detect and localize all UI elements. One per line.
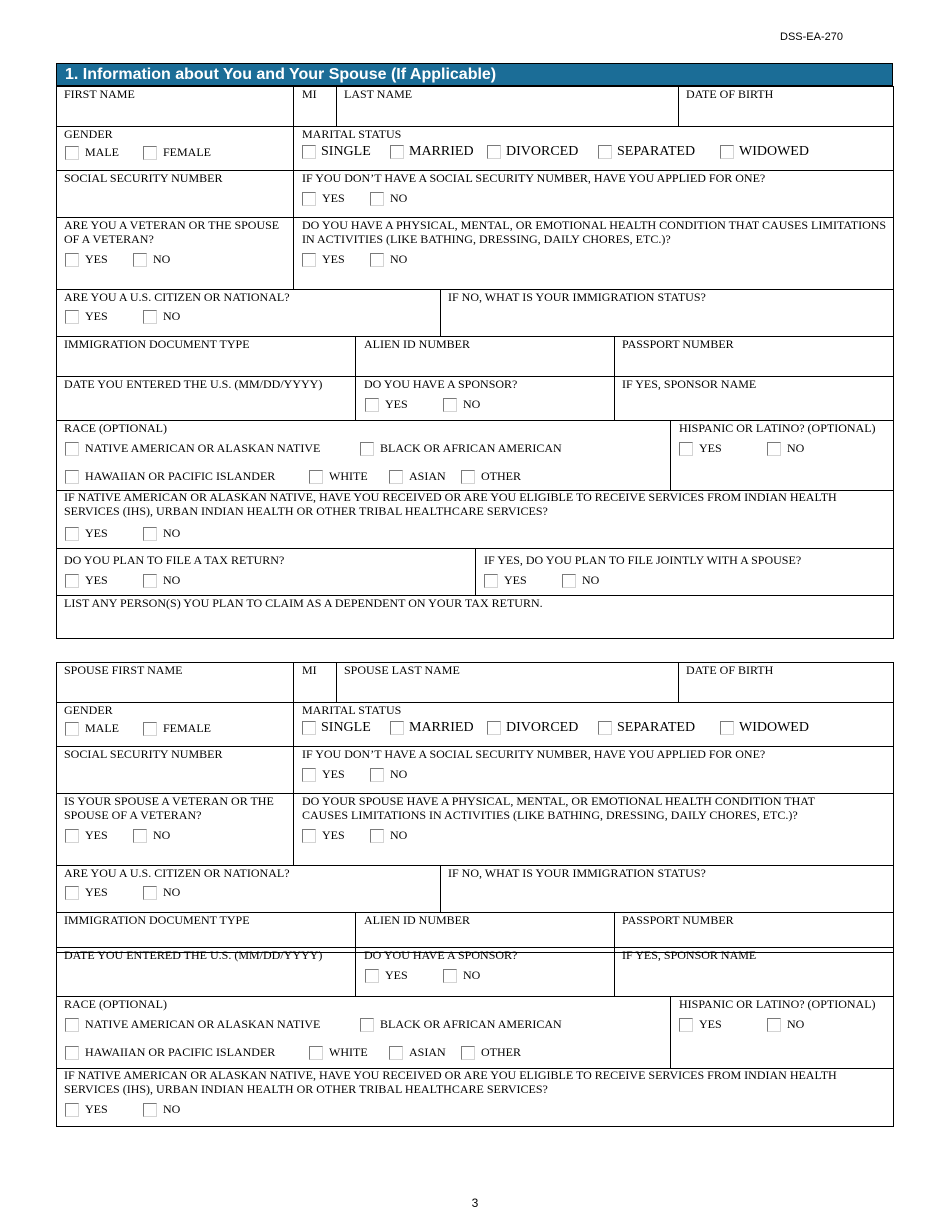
applicant-health-yes[interactable] (302, 252, 345, 267)
checkbox[interactable] (65, 253, 79, 267)
spouse-race-other[interactable] (461, 1045, 521, 1060)
checkbox[interactable] (720, 721, 734, 735)
checkbox[interactable] (302, 145, 316, 159)
option-label: SINGLE (321, 720, 371, 735)
applicant-tax-return-label: DO YOU PLAN TO FILE A TAX RETURN? (64, 553, 285, 567)
option-label: MARRIED (409, 144, 474, 159)
applicant-race-hawaiian[interactable] (65, 469, 275, 484)
checkbox[interactable] (309, 1046, 323, 1060)
option-label: SINGLE (321, 144, 371, 159)
applicant-mi-label: MI (302, 87, 317, 101)
checkbox[interactable] (487, 145, 501, 159)
spouse-race-white[interactable] (309, 1045, 368, 1060)
option-label: BLACK OR AFRICAN AMERICAN (380, 1017, 562, 1031)
option-label: WHITE (329, 1045, 368, 1059)
applicant-sponsor-label: DO YOU HAVE A SPONSOR? (364, 377, 518, 391)
applicant-marital-widowed[interactable] (720, 144, 809, 160)
spouse-gender-female[interactable] (143, 721, 211, 736)
applicant-ssn-applied-no[interactable] (370, 191, 407, 206)
checkbox[interactable] (443, 969, 457, 983)
option-label: WHITE (329, 469, 368, 483)
checkbox[interactable] (65, 886, 79, 900)
applicant-race-black[interactable] (360, 441, 562, 456)
option-label: YES (699, 441, 722, 455)
option-label: ASIAN (409, 1045, 446, 1059)
option-label: FEMALE (163, 721, 211, 735)
checkbox[interactable] (461, 1046, 475, 1060)
applicant-race-label: RACE (OPTIONAL) (64, 421, 167, 435)
checkbox[interactable] (143, 1103, 157, 1117)
option-label: NO (153, 252, 171, 266)
spouse-sponsor-name-label: IF YES, SPONSOR NAME (622, 948, 757, 962)
spouse-citizen-yes[interactable] (65, 885, 108, 900)
applicant-race-asian[interactable] (389, 469, 446, 484)
checkbox[interactable] (143, 722, 157, 736)
applicant-gender-label: GENDER (64, 127, 113, 141)
spouse-health-yes[interactable] (302, 828, 345, 843)
option-label: YES (85, 828, 108, 842)
option-label: OTHER (481, 1045, 521, 1059)
checkbox[interactable] (679, 442, 693, 456)
option-label: YES (85, 252, 108, 266)
option-label: DIVORCED (506, 144, 579, 159)
option-label: MALE (85, 145, 119, 159)
option-label: NO (463, 968, 481, 982)
checkbox[interactable] (370, 192, 384, 206)
option-label: YES (85, 309, 108, 323)
option-label: YES (322, 767, 345, 781)
checkbox[interactable] (133, 829, 147, 843)
applicant-file-jointly-yes[interactable] (484, 573, 527, 588)
applicant-citizen-no[interactable] (143, 309, 180, 324)
checkbox[interactable] (65, 574, 79, 588)
checkbox[interactable] (65, 470, 79, 484)
checkbox[interactable] (65, 146, 79, 160)
option-label: FEMALE (163, 145, 211, 159)
option-label: NO (163, 526, 181, 540)
applicant-gender-male[interactable] (65, 145, 119, 160)
applicant-race-native-american[interactable] (65, 441, 320, 456)
checkbox[interactable] (65, 829, 79, 843)
option-label: WIDOWED (739, 144, 809, 159)
form-code: DSS-EA-270 (780, 31, 843, 43)
option-label: NO (153, 828, 171, 842)
spouse-ssn-label: SOCIAL SECURITY NUMBER (64, 747, 223, 761)
option-label: NO (390, 191, 408, 205)
spouse-last-name-label: SPOUSE LAST NAME (344, 663, 460, 677)
option-label: WIDOWED (739, 720, 809, 735)
applicant-ihs-label: IF NATIVE AMERICAN OR ALASKAN NATIVE, HAVE YOU RECEIVED OR ARE YOU ELIGIBLE TO RECEIVE SERVICES FROM INDIAN HEALTH SERVICES (IHS), URBAN INDIAN HEALTH OR OTHER TRIBAL HEALTHCARE SERVICES? (64, 490, 837, 518)
applicant-tax-return-yes[interactable] (65, 573, 108, 588)
checkbox[interactable] (370, 768, 384, 782)
applicant-tax-return-no[interactable] (143, 573, 180, 588)
checkbox[interactable] (487, 721, 501, 735)
checkbox[interactable] (360, 442, 374, 456)
applicant-alien-id-label: ALIEN ID NUMBER (364, 337, 470, 351)
applicant-dob-label: DATE OF BIRTH (686, 87, 774, 101)
checkbox[interactable] (309, 470, 323, 484)
spouse-health-label: DO YOUR SPOUSE HAVE A PHYSICAL, MENTAL, OR EMOTIONAL HEALTH CONDITION THAT CAUSES LIMITATIONS IN ACTIVITIES (LIKE BATHING, DRESSING, DAILY CHORES, ETC.)? (302, 794, 815, 822)
checkbox[interactable] (598, 145, 612, 159)
option-label: YES (385, 397, 408, 411)
spouse-veteran-no[interactable] (133, 828, 170, 843)
applicant-marital-divorced[interactable] (487, 144, 578, 160)
applicant-file-jointly-label: IF YES, DO YOU PLAN TO FILE JOINTLY WITH A SPOUSE? (484, 553, 802, 567)
option-label: NO (787, 1017, 805, 1031)
applicant-dependents-label: LIST ANY PERSON(S) YOU PLAN TO CLAIM AS A DEPENDENT ON YOUR TAX RETURN. (64, 596, 543, 610)
spouse-race-native-american[interactable] (65, 1017, 320, 1032)
applicant-sponsor-name-label: IF YES, SPONSOR NAME (622, 377, 757, 391)
option-label: ASIAN (409, 469, 446, 483)
checkbox[interactable] (65, 1046, 79, 1060)
checkbox[interactable] (302, 253, 316, 267)
applicant-ssn-applied-yes[interactable] (302, 191, 345, 206)
spouse-citizen-no[interactable] (143, 885, 180, 900)
checkbox[interactable] (389, 1046, 403, 1060)
checkbox[interactable] (143, 527, 157, 541)
applicant-last-name-label: LAST NAME (344, 87, 413, 101)
checkbox[interactable] (390, 145, 404, 159)
applicant-marital-label: MARITAL STATUS (302, 127, 402, 141)
spouse-sponsor-yes[interactable] (365, 968, 408, 983)
applicant-marital-single[interactable] (302, 144, 371, 160)
applicant-citizen-yes[interactable] (65, 309, 108, 324)
checkbox[interactable] (143, 886, 157, 900)
spouse-ssn-applied-label: IF YOU DON’T HAVE A SOCIAL SECURITY NUMBER, HAVE YOU APPLIED FOR ONE? (302, 747, 766, 761)
checkbox[interactable] (65, 1018, 79, 1032)
applicant-immigration-status-label: IF NO, WHAT IS YOUR IMMIGRATION STATUS? (448, 290, 706, 304)
option-label: NO (390, 252, 408, 266)
applicant-file-jointly-no[interactable] (562, 573, 599, 588)
spouse-gender-label: GENDER (64, 703, 113, 717)
option-label: YES (322, 252, 345, 266)
applicant-marital-separated[interactable] (598, 144, 695, 160)
applicant-date-entered-label: DATE YOU ENTERED THE U.S. (MM/DD/YYYY) (64, 377, 323, 391)
applicant-ssn-label: SOCIAL SECURITY NUMBER (64, 171, 223, 185)
option-label: NO (390, 828, 408, 842)
section-title: 1. Information about You and Your Spouse (If Applicable) (56, 63, 893, 86)
option-label: HAWAIIAN OR PACIFIC ISLANDER (85, 469, 276, 483)
spouse-first-name-label: SPOUSE FIRST NAME (64, 663, 183, 677)
applicant-race-other[interactable] (461, 469, 521, 484)
applicant-veteran-label: ARE YOU A VETERAN OR THE SPOUSE OF A VETERAN? (64, 218, 280, 246)
checkbox[interactable] (598, 721, 612, 735)
spouse-marital-married[interactable] (390, 720, 474, 736)
checkbox[interactable] (302, 768, 316, 782)
option-label: NO (582, 573, 600, 587)
checkbox[interactable] (389, 470, 403, 484)
spouse-race-black[interactable] (360, 1017, 562, 1032)
checkbox[interactable] (143, 574, 157, 588)
spouse-marital-widowed[interactable] (720, 720, 809, 736)
checkbox[interactable] (143, 146, 157, 160)
option-label: YES (322, 828, 345, 842)
applicant-hispanic-label: HISPANIC OR LATINO? (OPTIONAL) (679, 421, 876, 435)
applicant-veteran-yes[interactable] (65, 252, 108, 267)
applicant-veteran-no[interactable] (133, 252, 170, 267)
applicant-ihs-yes[interactable] (65, 526, 108, 541)
checkbox[interactable] (65, 722, 79, 736)
checkbox[interactable] (143, 310, 157, 324)
applicant-marital-married[interactable] (390, 144, 474, 160)
spouse-hispanic-label: HISPANIC OR LATINO? (OPTIONAL) (679, 997, 876, 1011)
checkbox[interactable] (484, 574, 498, 588)
option-label: MARRIED (409, 720, 474, 735)
checkbox[interactable] (133, 253, 147, 267)
applicant-hispanic-yes[interactable] (679, 441, 722, 456)
spouse-marital-separated[interactable] (598, 720, 695, 736)
spouse-citizen-label: ARE YOU A U.S. CITIZEN OR NATIONAL? (64, 866, 290, 880)
applicant-passport-label: PASSPORT NUMBER (622, 337, 734, 351)
applicant-health-no[interactable] (370, 252, 407, 267)
spouse-ssn-applied-no[interactable] (370, 767, 407, 782)
option-label: NO (163, 309, 181, 323)
option-label: YES (85, 885, 108, 899)
checkbox[interactable] (302, 829, 316, 843)
checkbox[interactable] (365, 398, 379, 412)
checkbox[interactable] (370, 253, 384, 267)
option-label: MALE (85, 721, 119, 735)
option-label: DIVORCED (506, 720, 579, 735)
spouse-immigration-status-label: IF NO, WHAT IS YOUR IMMIGRATION STATUS? (448, 866, 706, 880)
option-label: NO (463, 397, 481, 411)
checkbox[interactable] (302, 192, 316, 206)
option-label: NO (163, 1102, 181, 1116)
checkbox[interactable] (767, 442, 781, 456)
option-label: YES (85, 573, 108, 587)
spouse-alien-id-label: ALIEN ID NUMBER (364, 913, 470, 927)
checkbox[interactable] (365, 969, 379, 983)
option-label: SEPARATED (617, 144, 696, 159)
spouse-ssn-applied-yes[interactable] (302, 767, 345, 782)
option-label: YES (85, 526, 108, 540)
applicant-health-label: DO YOU HAVE A PHYSICAL, MENTAL, OR EMOTIONAL HEALTH CONDITION THAT CAUSES LIMITATIONS IN ACTIVITIES (LIKE BATHING, DRESSING, DAILY CHORES, ETC.)? (302, 218, 887, 246)
spouse-veteran-yes[interactable] (65, 828, 108, 843)
applicant-gender-female[interactable] (143, 145, 211, 160)
spouse-race-hawaiian[interactable] (65, 1045, 275, 1060)
applicant-citizen-label: ARE YOU A U.S. CITIZEN OR NATIONAL? (64, 290, 290, 304)
option-label: NATIVE AMERICAN OR ALASKAN NATIVE (85, 1017, 321, 1031)
checkbox[interactable] (443, 398, 457, 412)
checkbox[interactable] (65, 1103, 79, 1117)
checkbox[interactable] (767, 1018, 781, 1032)
option-label: NO (163, 573, 181, 587)
checkbox[interactable] (679, 1018, 693, 1032)
spouse-sponsor-no[interactable] (443, 968, 480, 983)
applicant-sponsor-no[interactable] (443, 397, 480, 412)
spouse-health-no[interactable] (370, 828, 407, 843)
checkbox[interactable] (461, 470, 475, 484)
applicant-ssn-applied-label: IF YOU DON’T HAVE A SOCIAL SECURITY NUMBER, HAVE YOU APPLIED FOR ONE? (302, 171, 766, 185)
spouse-gender-male[interactable] (65, 721, 119, 736)
option-label: YES (385, 968, 408, 982)
option-label: NATIVE AMERICAN OR ALASKAN NATIVE (85, 441, 321, 455)
checkbox[interactable] (370, 829, 384, 843)
spouse-date-entered-label: DATE YOU ENTERED THE U.S. (MM/DD/YYYY) (64, 948, 323, 962)
spouse-ihs-no[interactable] (143, 1102, 180, 1117)
option-label: YES (322, 191, 345, 205)
applicant-race-white[interactable] (309, 469, 368, 484)
checkbox[interactable] (302, 721, 316, 735)
spouse-mi-label: MI (302, 663, 317, 677)
option-label: YES (85, 1102, 108, 1116)
applicant-hispanic-no[interactable] (767, 441, 804, 456)
spouse-marital-divorced[interactable] (487, 720, 578, 736)
spouse-dob-label: DATE OF BIRTH (686, 663, 774, 677)
checkbox[interactable] (65, 310, 79, 324)
spouse-marital-label: MARITAL STATUS (302, 703, 402, 717)
spouse-ihs-yes[interactable] (65, 1102, 108, 1117)
applicant-imm-doc-type-label: IMMIGRATION DOCUMENT TYPE (64, 337, 250, 351)
option-label: HAWAIIAN OR PACIFIC ISLANDER (85, 1045, 276, 1059)
checkbox[interactable] (65, 442, 79, 456)
spouse-race-label: RACE (OPTIONAL) (64, 997, 167, 1011)
option-label: SEPARATED (617, 720, 696, 735)
spouse-imm-doc-type-label: IMMIGRATION DOCUMENT TYPE (64, 913, 250, 927)
option-label: BLACK OR AFRICAN AMERICAN (380, 441, 562, 455)
spouse-sponsor-label: DO YOU HAVE A SPONSOR? (364, 948, 518, 962)
applicant-ihs-no[interactable] (143, 526, 180, 541)
checkbox[interactable] (65, 527, 79, 541)
option-label: YES (699, 1017, 722, 1031)
spouse-race-asian[interactable] (389, 1045, 446, 1060)
spouse-hispanic-yes[interactable] (679, 1017, 722, 1032)
checkbox[interactable] (720, 145, 734, 159)
option-label: NO (163, 885, 181, 899)
page-number: 3 (471, 1196, 479, 1210)
option-label: YES (504, 573, 527, 587)
applicant-first-name-label: FIRST NAME (64, 87, 135, 101)
checkbox[interactable] (562, 574, 576, 588)
option-label: NO (390, 767, 408, 781)
spouse-passport-label: PASSPORT NUMBER (622, 913, 734, 927)
applicant-sponsor-yes[interactable] (365, 397, 408, 412)
option-label: OTHER (481, 469, 521, 483)
checkbox[interactable] (360, 1018, 374, 1032)
spouse-marital-single[interactable] (302, 720, 371, 736)
spouse-ihs-label: IF NATIVE AMERICAN OR ALASKAN NATIVE, HAVE YOU RECEIVED OR ARE YOU ELIGIBLE TO RECEIVE SERVICES FROM INDIAN HEALTH SERVICES (IHS), URBAN INDIAN HEALTH OR OTHER TRIBAL HEALTHCARE SERVICES? (64, 1068, 837, 1096)
option-label: NO (787, 441, 805, 455)
spouse-veteran-label: IS YOUR SPOUSE A VETERAN OR THE SPOUSE OF A VETERAN? (64, 794, 274, 822)
spouse-hispanic-no[interactable] (767, 1017, 804, 1032)
checkbox[interactable] (390, 721, 404, 735)
